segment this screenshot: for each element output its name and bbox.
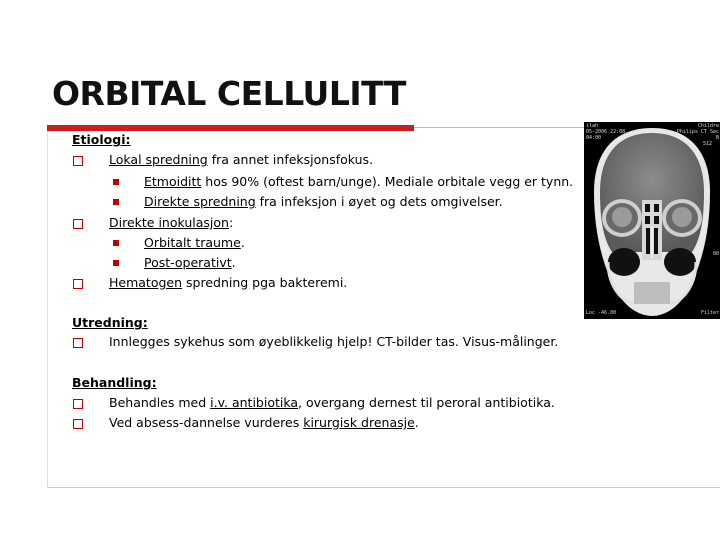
list-item: Post-operativt. [144, 255, 236, 270]
ct-scan-image [584, 122, 720, 319]
link-post-operativt[interactable]: Post-operativt [144, 255, 232, 270]
list-item: Direkte inokulasjon: [109, 215, 234, 230]
section-heading-utredning: Utredning: [72, 315, 148, 330]
ct-overlay-text: ilah [586, 123, 599, 129]
link-hematogen[interactable]: Hematogen [109, 275, 183, 290]
hollow-square-bullet-icon [73, 338, 83, 348]
ct-overlay-text: B [715, 135, 719, 141]
ct-overlay-text: Loc -46.00 [586, 310, 617, 316]
ct-overlay-text: 04:00 [586, 135, 602, 141]
link-direkte-spredning[interactable]: Direkte spredning [144, 194, 256, 209]
link-direkte-inokulasjon[interactable]: Direkte inokulasjon [109, 215, 229, 230]
list-item: Behandles med i.v. antibiotika, overgang dernest til peroral antibiotika. [109, 395, 555, 410]
list-item: Innlegges sykehus som øyeblikkelig hjelp! CT-bilder tas. Visus-målinger. [109, 334, 559, 349]
ct-overlay-text: 05-2006 22:08 [586, 129, 626, 135]
slide-title: ORBITAL CELLULITT [52, 74, 406, 113]
list-item: Hematogen spredning pga bakteremi. [109, 275, 348, 290]
list-item: Lokal spredning fra annet infeksjonsfokus. [109, 152, 374, 167]
section-heading-behandling: Behandling: [72, 375, 157, 390]
link-iv-antibiotika[interactable]: i.v. antibiotika [210, 395, 299, 410]
hollow-square-bullet-icon [73, 279, 83, 289]
hollow-square-bullet-icon [73, 419, 83, 429]
hollow-square-bullet-icon [73, 156, 83, 166]
ct-overlay-text: Filter [700, 310, 719, 316]
link-kirurgisk-drenasje[interactable]: kirurgisk drenasje [303, 415, 415, 430]
list-item: Ved absess-dannelse vurderes kirurgisk drenasje. [109, 415, 419, 430]
list-item: Orbitalt traume. [144, 235, 245, 250]
ct-overlay-text: 80 [712, 251, 719, 257]
filled-square-bullet-icon [113, 199, 119, 205]
hollow-square-bullet-icon [73, 399, 83, 409]
filled-square-bullet-icon [113, 240, 119, 246]
ct-overlay-text: 512 [702, 141, 712, 147]
ct-skull-illustration [584, 122, 720, 319]
list-item: Direkte spredning fra infeksjon i øyet og dets omgivelser. [144, 194, 503, 209]
list-item: Etmoiditt hos 90% (oftest barn/unge). Mediale orbitale vegg er tynn. [144, 174, 574, 189]
hollow-square-bullet-icon [73, 219, 83, 229]
ct-overlay-text: Philips CT Sec [676, 129, 719, 135]
section-heading-etiologi: Etiologi: [72, 132, 131, 147]
link-orbitalt-traume[interactable]: Orbitalt traume [144, 235, 241, 250]
link-lokal-spredning[interactable]: Lokal spredning [109, 152, 208, 167]
filled-square-bullet-icon [113, 260, 119, 266]
filled-square-bullet-icon [113, 179, 119, 185]
link-etmoiditt[interactable]: Etmoiditt [144, 174, 202, 189]
ct-overlay-text: Childre [697, 123, 719, 129]
